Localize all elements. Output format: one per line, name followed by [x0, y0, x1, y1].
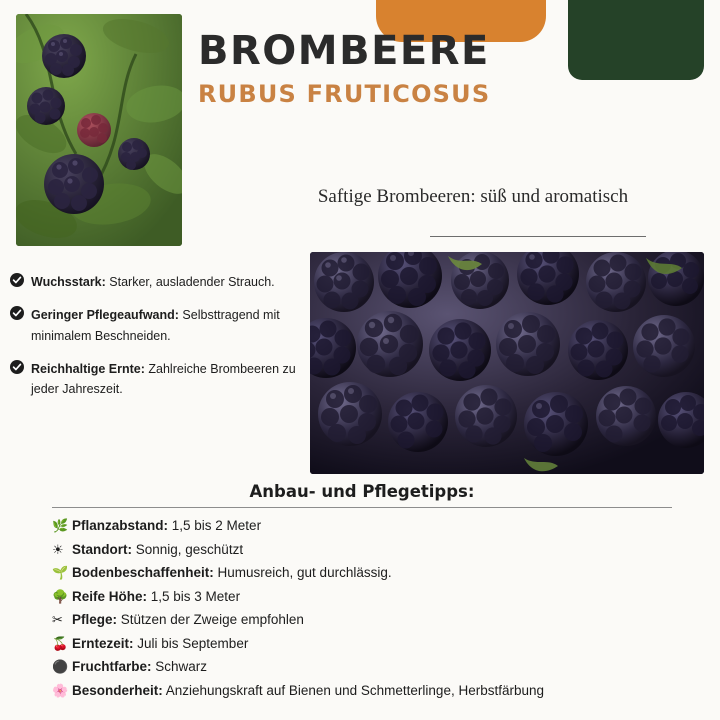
- list-item-text: [72, 563, 672, 584]
- list-item-value: 1,5 bis 2 Meter: [168, 518, 262, 533]
- list-item-label: Reife Höhe:: [72, 588, 148, 604]
- seedling-icon: 🌱: [52, 565, 69, 581]
- list-item-value: Anziehungskraft auf Bienen und Schmetterlinge, Herbstfärbung: [162, 682, 545, 698]
- berries-photo: [310, 252, 704, 474]
- sun-icon: ☀: [52, 541, 64, 557]
- list-item-label: Besonderheit:: [72, 682, 163, 698]
- list-item-label: Standort:: [72, 541, 132, 557]
- list-item-text: [31, 272, 275, 292]
- care-tips-title: Anbau- und Pflegetipps:: [249, 482, 475, 501]
- list-item: [52, 681, 672, 702]
- list-item: [52, 657, 672, 678]
- list-item: [10, 359, 300, 400]
- list-item-label: Reichhaltige Ernte:: [31, 361, 145, 376]
- list-item: [52, 516, 672, 537]
- list-item-label: Erntezeit:: [72, 635, 134, 651]
- list-item-value: Stützen der Zweige empfohlen: [117, 612, 304, 628]
- list-item-value: Sonnig, geschützt: [132, 541, 244, 557]
- list-item-text: [31, 305, 300, 346]
- list-item-value: Selbsttragend mit minimalem Beschneiden.: [31, 308, 280, 343]
- tagline: Saftige Brombeeren: süß und aromatisch: [317, 186, 629, 207]
- list-item-text: [72, 540, 672, 561]
- list-item-text: [72, 587, 672, 608]
- list-item-text: [72, 634, 672, 655]
- list-item-text: [31, 359, 300, 400]
- tagline-divider: [430, 236, 646, 237]
- feature-list: [10, 272, 300, 412]
- list-item-label: Fruchtfarbe:: [72, 659, 152, 675]
- page-title: BROMBEERE: [198, 28, 490, 74]
- list-item: [52, 610, 672, 631]
- list-item-label: Pflege:: [72, 612, 118, 628]
- care-tips-divider: [52, 507, 672, 508]
- check-circle-icon: [10, 306, 24, 325]
- list-item-text: [72, 681, 672, 702]
- list-item: [52, 563, 672, 584]
- berries-icon: 🍒: [52, 635, 69, 651]
- list-item-value: Zahlreiche Brombeeren zu jeder Jahreszeit.: [31, 361, 296, 396]
- tree-icon: 🌳: [52, 588, 69, 604]
- list-item-text: [72, 516, 672, 537]
- check-circle-icon: [10, 273, 24, 292]
- list-item: [52, 587, 672, 608]
- list-item: [10, 305, 300, 346]
- list-item-value: Schwarz: [151, 659, 208, 675]
- page-subtitle: RUBUS FRUTICOSUS: [198, 80, 491, 108]
- list-item-value: Juli bis September: [133, 635, 249, 651]
- list-item-text: [72, 610, 672, 631]
- list-item-value: 1,5 bis 3 Meter: [147, 588, 241, 604]
- blossom-icon: 🌸: [52, 682, 69, 698]
- list-item-text: [72, 657, 672, 678]
- check-circle-icon: [10, 360, 24, 379]
- black-circle-icon: ⚫: [52, 659, 69, 675]
- hero-photo: [16, 14, 182, 246]
- list-item-label: Geringer Pflegeaufwand:: [31, 308, 179, 323]
- list-item-value: Humusreich, gut durchlässig.: [213, 565, 392, 581]
- title-block: [198, 30, 698, 108]
- list-item: [52, 634, 672, 655]
- care-tips-section: [52, 482, 672, 704]
- list-item-label: Pflanzabstand:: [72, 518, 169, 533]
- list-item: [52, 540, 672, 561]
- scissors-icon: ✂: [52, 612, 63, 628]
- list-item-value: Starker, ausladender Strauch.: [105, 275, 275, 289]
- list-item: [10, 272, 300, 292]
- list-item-label: Bodenbeschaffenheit:: [72, 565, 214, 581]
- herb-icon: 🌿: [52, 518, 69, 533]
- list-item-label: Wuchsstark:: [31, 275, 106, 289]
